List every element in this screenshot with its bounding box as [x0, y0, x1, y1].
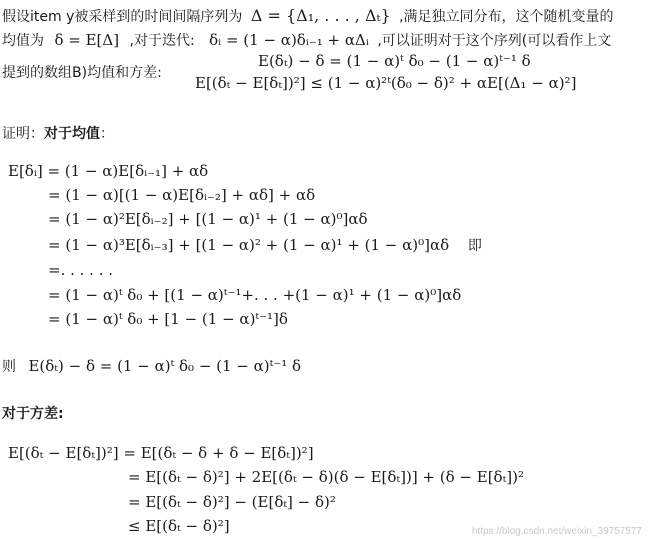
- proof-mean-colon: ：: [100, 126, 114, 142]
- mean-derivation-line: = (1 − α)²E[δᵢ₋₂] + [(1 − α)¹ + (1 − α)⁰]αδ: [48, 210, 368, 228]
- variance-derivation-line: E[(δₜ − E[δₜ])²] = E[(δₜ − δ + δ − E[δₜ])²]: [8, 444, 314, 462]
- result-mean-formula: E(δₜ) − δ = (1 − α)ᵗ δ₀ − (1 − α)ᵗ⁻¹ δ: [258, 52, 531, 70]
- variance-derivation-line: = E[(δₜ − δ)²] − (E[δₜ] − δ)²: [128, 493, 336, 511]
- interval-sequence-formula: Δ = {Δ₁, . . . , Δₜ}: [250, 6, 391, 25]
- mean-derivation-line: = (1 − α)ᵗ δ₀ + [1 − (1 − α)ᵗ⁻¹]δ: [48, 310, 288, 328]
- conclusion-prefix: 则: [2, 359, 16, 375]
- iteration-formula: δᵢ = (1 − α)δᵢ₋₁ + αΔᵢ: [209, 31, 369, 49]
- mean-definition-formula: δ = E[Δ]: [54, 31, 120, 49]
- variance-derivation-line: = E[(δₜ − δ)²] + 2E[(δₜ − δ)(δ − E[δₜ])] + (δ − E[δₜ])²: [128, 468, 525, 486]
- mean-conclusion: [2, 356, 301, 376]
- intro-line2-tail: ,可以证明对于这个序列(可以看作上文: [377, 33, 612, 49]
- proof-mean-title: 对于均值: [44, 126, 100, 142]
- watermark-text: https://blog.csdn.net/weixin_39757577: [471, 526, 642, 537]
- intro-line1-text: 假设item y被采样到的时间间隔序列为: [2, 9, 243, 25]
- mean-derivation-line: E[δᵢ] = (1 − α)E[δᵢ₋₁] + αδ: [8, 162, 209, 180]
- mean-derivation-line: = (1 − α)ᵗ δ₀ + [(1 − α)ᵗ⁻¹+. . . +(1 − α)¹ + (1 − α)⁰]αδ: [48, 286, 462, 304]
- intro-line2-text2: ,对于迭代:: [129, 33, 195, 49]
- mean-derivation-line: = (1 − α)[(1 − α)E[δᵢ₋₂] + αδ] + αδ: [48, 186, 316, 204]
- result-variance-formula: E[(δₜ − E[δₜ])²] ≤ (1 − α)²ᵗ(δ₀ − δ)² + αE[(Δ₁ − α)²]: [195, 74, 577, 92]
- intro-line1-tail: ,满足独立同分布，这个随机变量的: [399, 9, 614, 25]
- intro-line-1: [2, 6, 614, 26]
- mean-derivation-math: = (1 − α)³E[δᵢ₋₃] + [(1 − α)² + (1 − α)¹ + (1 − α)⁰]αδ: [48, 236, 450, 254]
- ji-label: 即: [467, 238, 482, 254]
- intro-line3-text: 提到的数组B)均值和方差:: [2, 65, 162, 81]
- proof-prefix: 证明：: [2, 126, 44, 142]
- variance-derivation-line: ≤ E[(δₜ − δ)²]: [128, 517, 230, 535]
- intro-line2-text: 均值为: [2, 33, 44, 49]
- mean-derivation-line: =. . . . . .: [48, 261, 114, 279]
- mean-derivation-line: [48, 235, 482, 255]
- proof-variance-heading: 对于方差:: [2, 406, 64, 422]
- conclusion-formula: E(δₜ) − δ = (1 − α)ᵗ δ₀ − (1 − α)ᵗ⁻¹ δ: [28, 357, 302, 375]
- intro-line-2: [2, 30, 611, 50]
- proof-mean-heading: [2, 123, 114, 143]
